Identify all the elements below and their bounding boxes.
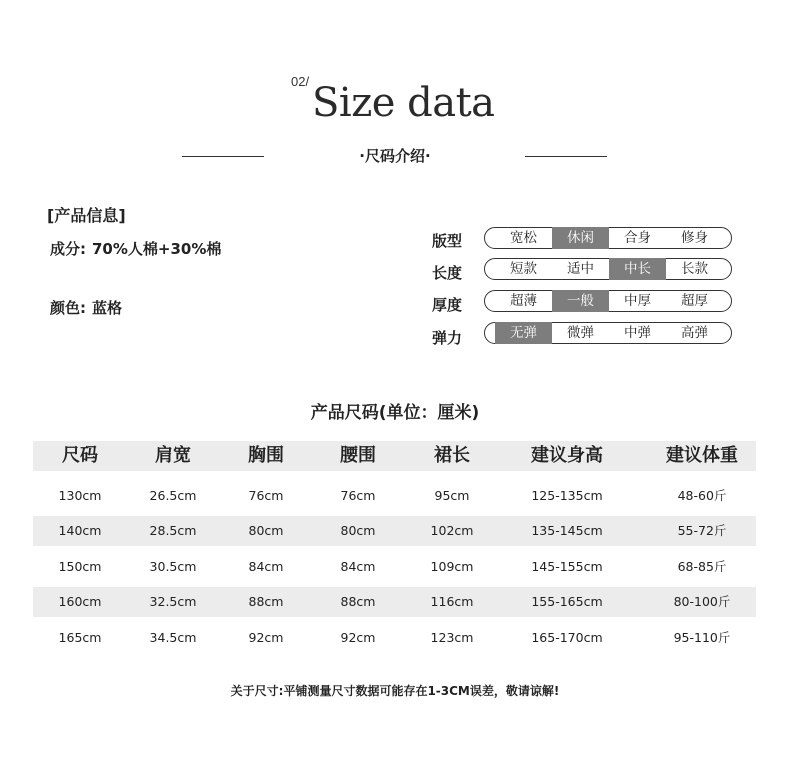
table-cell: 95cm	[434, 488, 470, 503]
attr-label-fit: 版型	[432, 232, 463, 250]
table-cell: 80cm	[340, 523, 376, 538]
table-cell: 84cm	[248, 559, 284, 574]
table-cell: 68-85斤	[677, 559, 727, 574]
table-cell: 88cm	[248, 594, 284, 609]
attr-scale-thickness	[484, 290, 732, 312]
attr-label-elasticity: 弹力	[432, 329, 463, 347]
table-cell: 130cm	[58, 488, 102, 503]
table-row	[33, 623, 756, 653]
table-cell: 160cm	[58, 594, 102, 609]
table-cell: 48-60斤	[677, 488, 727, 503]
column-header: 胸围	[248, 445, 284, 466]
composition-row	[50, 238, 221, 259]
table-cell: 80-100斤	[673, 594, 731, 609]
table-row	[33, 481, 756, 511]
table-row	[33, 516, 756, 546]
table-cell: 155-165cm	[531, 594, 603, 609]
color-row	[50, 297, 122, 318]
header-divider-right	[525, 156, 607, 157]
attr-option-selected: 无弹	[495, 322, 552, 344]
attr-option: 适中	[567, 261, 594, 277]
column-header: 肩宽	[155, 445, 191, 466]
composition-label: 成分:	[50, 240, 86, 258]
table-cell: 34.5cm	[149, 630, 197, 645]
table-cell: 28.5cm	[149, 523, 197, 538]
table-cell: 88cm	[340, 594, 376, 609]
table-cell: 109cm	[430, 559, 474, 574]
size-table-title: 产品尺码(单位：厘米)	[310, 403, 480, 423]
table-cell: 30.5cm	[149, 559, 197, 574]
table-cell: 116cm	[430, 594, 474, 609]
attr-option: 高弹	[681, 325, 708, 341]
table-cell: 55-72斤	[677, 523, 727, 538]
attr-option-selected: 一般	[552, 290, 609, 312]
column-header: 尺码	[62, 445, 98, 466]
table-cell: 26.5cm	[149, 488, 197, 503]
column-header: 建议体重	[666, 445, 738, 466]
table-row	[33, 552, 756, 582]
table-cell: 84cm	[340, 559, 376, 574]
table-cell: 95-110斤	[673, 630, 731, 645]
table-cell: 165-170cm	[531, 630, 603, 645]
measurement-note: 关于尺寸:平铺测量尺寸数据可能存在1-3CM误差，敬请谅解!	[230, 684, 560, 698]
table-cell: 102cm	[430, 523, 474, 538]
header-divider-left	[182, 156, 264, 157]
attr-option: 短款	[510, 261, 537, 277]
table-cell: 92cm	[248, 630, 284, 645]
table-cell: 76cm	[248, 488, 284, 503]
attr-scale-fit	[484, 227, 732, 249]
table-cell: 140cm	[58, 523, 102, 538]
attr-option: 微弹	[567, 325, 594, 341]
composition-value: 70%人棉+30%棉	[92, 240, 222, 258]
column-header: 裙长	[434, 445, 470, 466]
table-cell: 80cm	[248, 523, 284, 538]
attr-option: 宽松	[510, 230, 537, 246]
product-info-title: [产品信息]	[47, 206, 126, 225]
table-cell: 32.5cm	[149, 594, 197, 609]
section-number: 02/	[291, 74, 310, 89]
attr-label-length: 长度	[432, 264, 463, 282]
column-header: 建议身高	[531, 445, 603, 466]
attr-option-selected: 休闲	[552, 227, 609, 249]
attr-option: 长款	[681, 261, 708, 277]
size-table-header	[33, 441, 756, 471]
attr-option-selected: 中长	[609, 258, 666, 280]
attr-option: 超厚	[681, 293, 708, 309]
table-cell: 125-135cm	[531, 488, 603, 503]
table-row	[33, 587, 756, 617]
section-subtitle: ·尺码介绍·	[359, 147, 431, 165]
attr-option: 超薄	[510, 293, 537, 309]
table-cell: 145-155cm	[531, 559, 603, 574]
table-cell: 92cm	[340, 630, 376, 645]
column-header: 腰围	[340, 445, 376, 466]
attr-option: 中厚	[624, 293, 651, 309]
table-cell: 165cm	[58, 630, 102, 645]
section-title: Size data	[312, 80, 495, 126]
table-cell: 135-145cm	[531, 523, 603, 538]
color-value: 蓝格	[92, 299, 123, 317]
attr-scale-elasticity	[484, 322, 732, 344]
table-cell: 76cm	[340, 488, 376, 503]
attr-option: 修身	[681, 230, 708, 246]
table-cell: 150cm	[58, 559, 102, 574]
attr-option: 中弹	[624, 325, 651, 341]
attr-option: 合身	[624, 230, 651, 246]
color-label: 颜色:	[50, 299, 86, 317]
table-cell: 123cm	[430, 630, 474, 645]
attr-label-thickness: 厚度	[432, 296, 463, 314]
attr-scale-length	[484, 258, 732, 280]
